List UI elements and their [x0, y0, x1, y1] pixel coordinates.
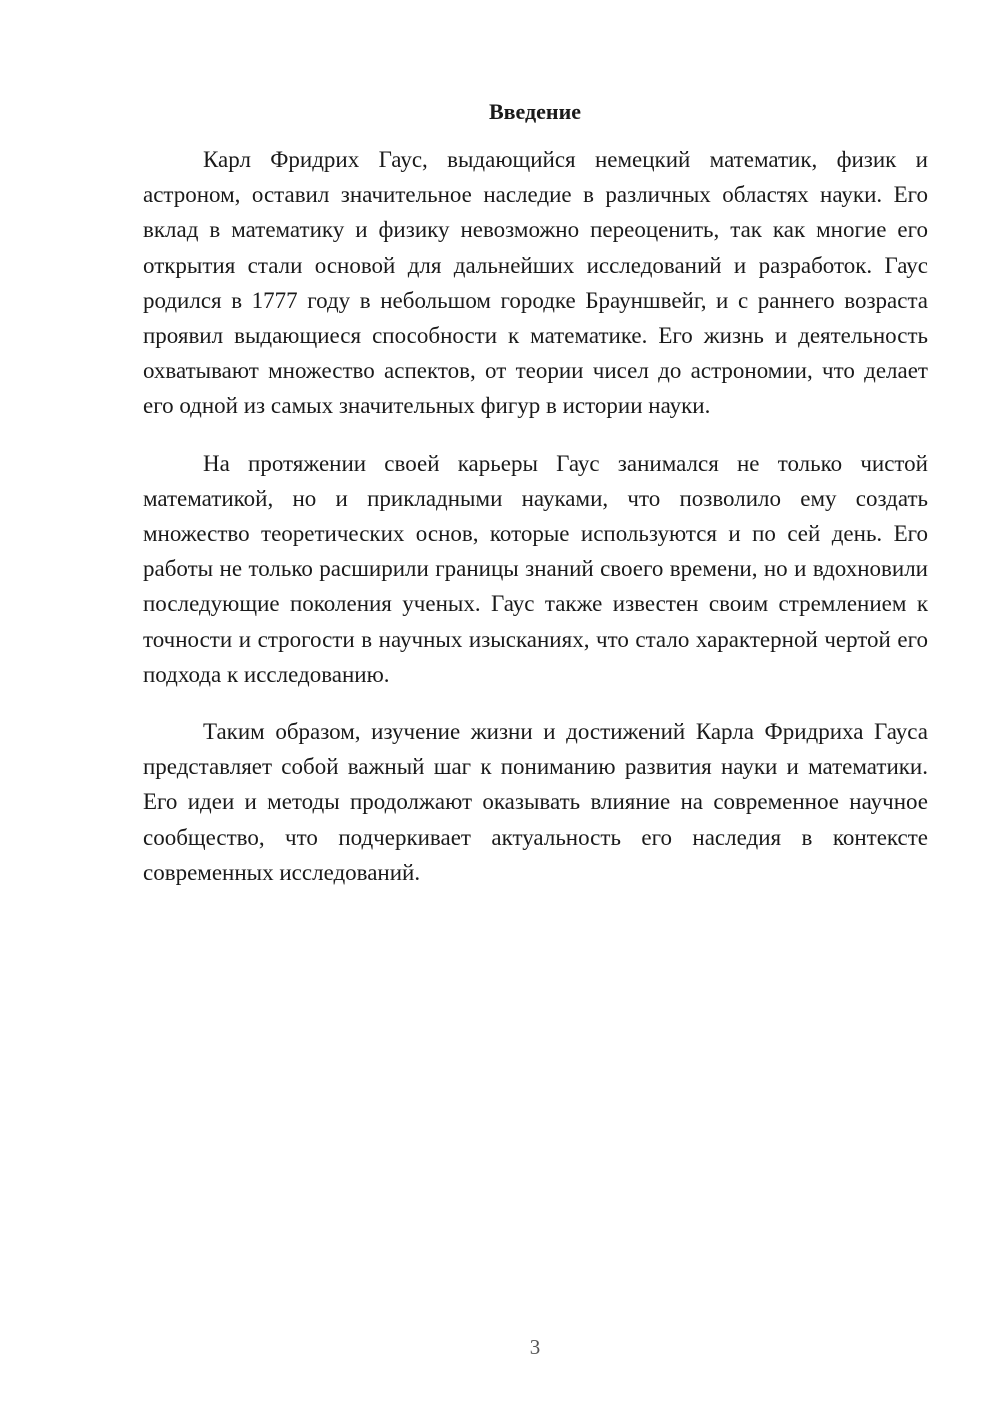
page-number: 3 [529, 1335, 541, 1359]
paragraph-1: Карл Фридрих Гаус, выдающийся немецкий математик, физик и астроном, оставил значительное наследие в различных областях науки. Его вклад в математику и физику невозможно переоценить, так как многие его открытия стали основой для дальнейших исследований и разработок. Гаус родился в 1777 году в небольшом городке Брауншвейг, и с раннего возраста проявил выдающиеся способности к математике. Его жизнь и деятельность охватывают множество аспектов, от теории чисел до астрономии, что делает его одной из самых значительных фигур в истории науки. [143, 147, 928, 419]
paragraph-3: Таким образом, изучение жизни и достижений Карла Фридриха Гауса представляет собой важный шаг к пониманию развития науки и математики. Его идеи и методы продолжают оказывать влияние на современное научное сообщество, что подчеркивает актуальность его наследия в контексте современных исследований. [143, 719, 928, 885]
section-heading: Введение [488, 99, 582, 124]
paragraph-2: На протяжении своей карьеры Гаус занимался не только чистой математикой, но и прикладными науками, что позволило ему создать множество теоретических основ, которые используются и по сей день. Его работы не только расширили границы знаний своего времени, но и вдохновили последующие поколения ученых. Гаус также известен своим стремлением к точности и строгости в научных изысканиях, что стало характерной чертой его подхода к исследованию. [143, 450, 928, 687]
body-text [143, 142, 928, 912]
